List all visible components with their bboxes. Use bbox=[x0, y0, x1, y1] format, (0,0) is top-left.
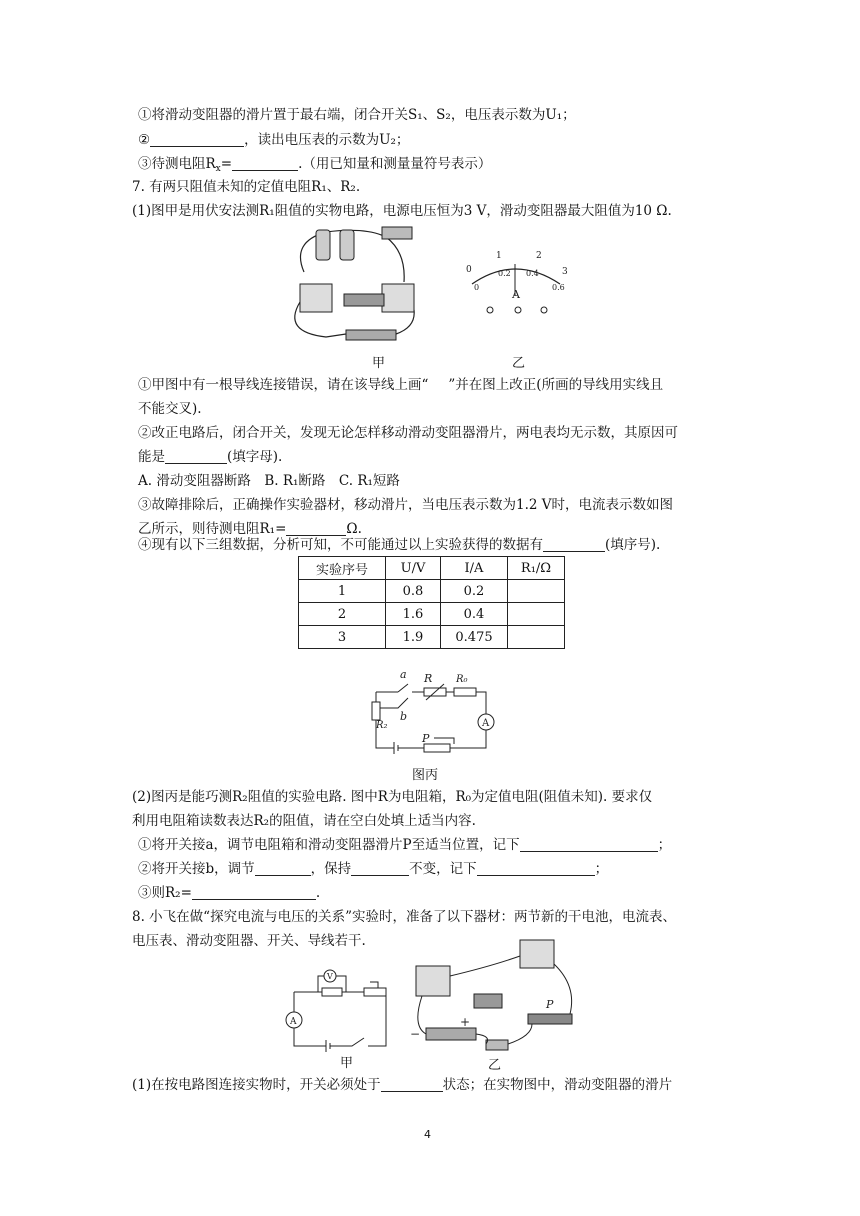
svg-text:0.6: 0.6 bbox=[552, 283, 565, 292]
q7-step-1 bbox=[138, 376, 663, 394]
answer-blank[interactable] bbox=[543, 537, 605, 552]
label-P: P bbox=[422, 732, 430, 745]
table-cell: 1.6 bbox=[386, 603, 441, 626]
label-P: P bbox=[546, 998, 554, 1011]
table-row bbox=[299, 580, 565, 603]
table-header: 实验序号 bbox=[299, 557, 386, 580]
label-V: V bbox=[327, 972, 333, 981]
svg-text:0.2: 0.2 bbox=[498, 269, 511, 278]
q7-step-1-a: ①甲图中有一根导线连接错误，请在该导线上画“ bbox=[138, 377, 429, 393]
table-cell: 2 bbox=[299, 603, 386, 626]
q8-part-1-b: 状态；在实物图中，滑动变阻器的滑片 bbox=[442, 1077, 673, 1093]
figure-jia-circuit bbox=[286, 222, 416, 358]
data-table bbox=[298, 556, 565, 649]
q7-2-step-3-a: ③则R₂= bbox=[138, 885, 192, 901]
q7-step-2-c: (填字母). bbox=[227, 449, 283, 465]
question-7-part-1: (1)图甲是用伏安法测R₁阻值的实物电路，电源电压恒为3 V，滑动变阻器最大阻值为10 Ω. bbox=[132, 203, 672, 219]
q7-part-2: (2)图丙是能巧测R₂阻值的实验电路. 图中R为电阻箱，R₀为定值电阻(阻值未知). 要求仅 bbox=[132, 789, 653, 805]
q7-step-3-c: Ω. bbox=[346, 521, 362, 537]
q7-step-1-cont: 不能交叉). bbox=[138, 401, 202, 417]
label-minus: − bbox=[410, 1027, 421, 1041]
table-row bbox=[299, 603, 565, 626]
label-A: A bbox=[482, 718, 490, 729]
q7-part-2-cont: 利用电阻箱读数表达R₂的阻值，请在空白处填上适当内容. bbox=[132, 813, 476, 829]
label-plus: + bbox=[460, 1015, 471, 1029]
question-7-title: 7. 有两只阻值未知的定值电阻R₁、R₂. bbox=[132, 179, 361, 195]
table-header-row bbox=[299, 557, 565, 580]
step-2-suffix: ，读出电压表的示数为U₂； bbox=[244, 132, 410, 148]
q7-2-step-2-a: ②将开关接b，调节 bbox=[138, 861, 255, 877]
question-8-cont: 电压表、滑动变阻器、开关、导线若干. bbox=[132, 933, 366, 949]
q7-options: A. 滑动变阻器断路 B. R₁断路 C. R₁短路 bbox=[138, 473, 400, 489]
step-3-suffix: .（用已知量和测量量符号表示） bbox=[298, 156, 492, 172]
q7-2-step-2-d: ； bbox=[594, 861, 609, 877]
q7-step-2-b: 能是 bbox=[138, 449, 165, 465]
table-cell: 0.2 bbox=[441, 580, 508, 603]
q7-2-step-3 bbox=[138, 884, 320, 902]
q7-step-2: ②改正电路后，闭合开关，发现无论怎样移动滑动变阻器滑片，两电表均无示数，其原因可 bbox=[138, 425, 678, 441]
answer-blank[interactable] bbox=[150, 132, 244, 147]
table-cell bbox=[508, 603, 565, 626]
figure-yi-label: 乙 bbox=[512, 356, 526, 371]
q7-step-4-a: ④现有以下三组数据，分析可知，不可能通过以上实验获得的数据有 bbox=[138, 537, 543, 553]
label-R0: R₀ bbox=[456, 674, 468, 685]
label-b: b bbox=[400, 710, 408, 723]
q8-part-1-a: (1)在按电路图连接实物时，开关必须处于 bbox=[132, 1077, 381, 1093]
figure-8-yi-apparatus bbox=[402, 936, 584, 1054]
figure-bing-label: 图丙 bbox=[412, 768, 439, 783]
answer-blank[interactable] bbox=[232, 156, 298, 171]
svg-text:0.4: 0.4 bbox=[526, 269, 539, 278]
page-number: 4 bbox=[424, 1128, 431, 1141]
q7-step-4 bbox=[138, 536, 660, 554]
q8-part-1 bbox=[132, 1076, 672, 1094]
figure-bing-circuit bbox=[362, 668, 498, 760]
q7-2-step-2-b: ，保持 bbox=[310, 861, 352, 877]
table-cell bbox=[508, 580, 565, 603]
q7-2-step-2 bbox=[138, 860, 608, 878]
answer-blank[interactable] bbox=[165, 449, 227, 464]
q7-step-3: ③故障排除后，正确操作实验器材，移动滑片，当电压表示数为1.2 V时，电流表示数如图 bbox=[138, 497, 674, 513]
q7-2-step-1 bbox=[138, 836, 671, 854]
figure-8-yi-label: 乙 bbox=[488, 1058, 502, 1073]
step-3-line: ③待测电阻$R_x=$ .（用已知量和测量量符号表示） bbox=[138, 156, 492, 174]
q7-2-step-2-c: 不变，记下 bbox=[409, 861, 477, 877]
answer-blank[interactable] bbox=[255, 861, 311, 876]
q7-step-1-b: ”并在图上改正(所画的导线用实线且 bbox=[448, 377, 664, 393]
svg-text:0: 0 bbox=[466, 265, 472, 275]
step-1-line: ①将滑动变阻器的滑片置于最右端，闭合开关S₁、S₂，电压表示数为U₁； bbox=[138, 107, 576, 123]
table-row bbox=[299, 626, 565, 649]
answer-blank[interactable] bbox=[381, 1077, 443, 1092]
q7-step-2-cont bbox=[138, 448, 282, 466]
table-cell bbox=[508, 626, 565, 649]
answer-blank[interactable] bbox=[192, 885, 316, 900]
step-2-line bbox=[138, 131, 409, 149]
q7-2-step-1-b: ； bbox=[657, 837, 672, 853]
answer-blank[interactable] bbox=[351, 861, 409, 876]
answer-blank[interactable] bbox=[477, 861, 595, 876]
step-2-prefix: ② bbox=[138, 132, 151, 148]
table-cell: 1.9 bbox=[386, 626, 441, 649]
svg-text:3: 3 bbox=[562, 267, 568, 277]
table-cell: 0.8 bbox=[386, 580, 441, 603]
label-A: A bbox=[290, 1017, 297, 1027]
q7-step-3-b: 乙所示，则待测电阻R₁= bbox=[138, 521, 287, 537]
table-header: R₁/Ω bbox=[508, 557, 565, 580]
figure-8-jia-label: 甲 bbox=[340, 1056, 354, 1071]
q7-2-step-1-a: ①将开关接a，调节电阻箱和滑动变阻器滑片P至适当位置，记下 bbox=[138, 837, 520, 853]
svg-text:0: 0 bbox=[474, 283, 480, 292]
equals: = bbox=[220, 156, 233, 172]
svg-text:A: A bbox=[512, 288, 520, 301]
table-cell: 0.4 bbox=[441, 603, 508, 626]
table-cell: 3 bbox=[299, 626, 386, 649]
step-3-prefix: ③待测电阻R bbox=[138, 156, 216, 172]
table-cell: 1 bbox=[299, 580, 386, 603]
q7-step-4-b: (填序号). bbox=[605, 537, 661, 553]
table-cell: 0.475 bbox=[441, 626, 508, 649]
figure-8-jia-circuit bbox=[282, 968, 396, 1054]
answer-blank[interactable] bbox=[286, 521, 346, 536]
figure-yi-ammeter bbox=[460, 244, 570, 324]
answer-blank[interactable] bbox=[520, 837, 658, 852]
label-R: R bbox=[424, 672, 433, 685]
label-a: a bbox=[400, 668, 407, 681]
q7-2-step-3-b: . bbox=[315, 885, 321, 901]
figure-jia-label: 甲 bbox=[372, 356, 386, 371]
svg-text:2: 2 bbox=[536, 251, 542, 261]
question-8-title: 8. 小飞在做“探究电流与电压的关系”实验时，准备了以下器材：两节新的干电池，电流表、 bbox=[132, 909, 676, 925]
label-R2: R₂ bbox=[376, 720, 388, 731]
table-header: I/A bbox=[441, 557, 508, 580]
svg-text:1: 1 bbox=[496, 251, 502, 261]
table-header: U/V bbox=[386, 557, 441, 580]
